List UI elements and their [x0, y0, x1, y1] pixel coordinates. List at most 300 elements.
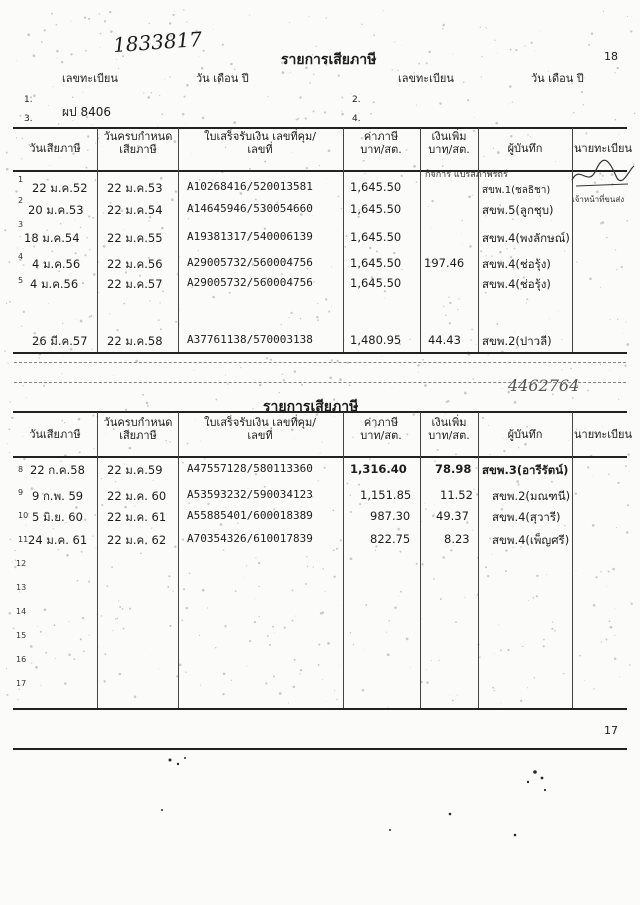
scan-speck — [90, 315, 92, 317]
scan-speck — [496, 323, 498, 325]
reg-label-left: เลขทะเบียน — [62, 72, 118, 85]
scan-speck — [104, 653, 106, 655]
scan-speck — [80, 320, 83, 323]
scan-speck — [358, 484, 360, 486]
scan-speck — [631, 603, 633, 605]
scan-speck — [341, 111, 342, 112]
scan-speck — [14, 550, 16, 552]
scan-speck — [610, 319, 611, 320]
scan-speck — [489, 537, 491, 539]
scan-speck — [517, 483, 519, 485]
scan-speck — [319, 165, 320, 166]
scan-speck — [413, 413, 415, 415]
scan-speck — [340, 539, 342, 541]
scan-speck — [115, 618, 116, 619]
scan-speck — [421, 563, 423, 565]
scan-speck — [11, 417, 13, 419]
scan-speck — [634, 20, 635, 21]
scan-speck — [185, 123, 186, 124]
scan-speck — [6, 168, 9, 171]
scan-speck — [227, 383, 228, 384]
scan-speck — [186, 21, 187, 22]
scan-speck — [468, 195, 471, 198]
scan-speck — [129, 447, 132, 450]
scan-speck — [448, 296, 449, 297]
scan-speck — [573, 112, 575, 114]
scan-speck — [182, 462, 184, 464]
scan-speck — [449, 322, 451, 324]
scan-speck — [7, 443, 8, 444]
line-number: 1. — [24, 95, 33, 105]
scan-speck — [306, 167, 308, 169]
scan-speck — [175, 321, 177, 323]
col-header-receipt: ใบเสร็จรับเงิน เลขที่คุม/เลขที่ — [204, 416, 316, 442]
signature-scribble — [570, 158, 636, 192]
scan-speck — [288, 317, 289, 318]
scan-speck — [495, 122, 498, 125]
scan-speck — [606, 237, 608, 239]
scan-speck — [53, 86, 54, 87]
scan-speck — [543, 639, 545, 641]
scan-speck — [75, 252, 77, 254]
scan-speck — [159, 302, 160, 303]
scan-speck — [614, 635, 615, 636]
scan-speck — [222, 693, 224, 695]
scan-speck — [501, 703, 502, 704]
separator-line — [14, 362, 626, 363]
scan-speck — [461, 234, 462, 235]
scan-speck — [522, 646, 523, 647]
scan-speck — [439, 102, 441, 104]
cell-due-date: 22 ม.ค.53 — [107, 181, 163, 195]
scan-speck — [608, 473, 610, 475]
scan-speck — [35, 666, 38, 669]
scan-speck — [118, 600, 119, 601]
scan-speck — [629, 664, 631, 666]
scan-speck — [142, 394, 144, 396]
scan-speck — [145, 648, 146, 649]
scan-speck — [518, 447, 520, 449]
table2-header-border — [13, 456, 627, 458]
scan-speck — [384, 290, 386, 292]
scan-speck — [87, 135, 89, 137]
scan-speck — [535, 51, 536, 52]
scan-speck — [413, 165, 416, 168]
scan-speck — [627, 16, 628, 17]
scan-speck — [515, 49, 517, 51]
scan-speck — [266, 357, 268, 359]
cell-tax-date: 26 มี.ค.57 — [32, 334, 88, 348]
scan-speck — [615, 249, 616, 250]
scan-speck — [365, 604, 367, 606]
scan-speck — [442, 24, 445, 27]
scan-speck — [30, 645, 33, 648]
scan-speck — [331, 306, 332, 307]
scan-speck — [485, 27, 486, 28]
scan-speck — [481, 56, 482, 57]
scan-speck — [612, 568, 615, 571]
scan-speck — [593, 604, 596, 607]
scan-speck — [625, 321, 626, 322]
scan-speck — [402, 269, 403, 270]
scan-speck — [191, 153, 192, 154]
scan-speck — [426, 62, 428, 64]
scan-speck — [272, 626, 274, 628]
scan-speck — [45, 652, 47, 654]
scan-speck — [614, 72, 615, 73]
col-header-surcharge: เงินเพิ่ม บาท/สต. — [428, 416, 470, 442]
scan-speck — [449, 695, 450, 696]
cell-receipt: A70354326/610017839 — [187, 532, 313, 545]
scan-speck — [23, 264, 25, 266]
scan-speck — [187, 443, 189, 445]
scan-speck — [294, 659, 296, 661]
scan-speck — [98, 262, 99, 263]
scan-speck — [634, 113, 636, 115]
scan-speck — [126, 298, 127, 299]
scan-speck — [438, 660, 439, 661]
scan-speck — [588, 44, 590, 46]
scan-speck — [623, 333, 624, 334]
scan-speck — [333, 550, 335, 552]
scan-speck — [416, 105, 417, 106]
scan-speck — [88, 581, 90, 583]
scan-speck — [20, 236, 21, 237]
scan-speck — [56, 24, 58, 26]
scan-speck — [383, 10, 384, 11]
scan-speck — [284, 627, 286, 629]
scan-speck — [364, 173, 365, 174]
scan-speck — [494, 653, 495, 654]
scan-speck — [492, 554, 493, 555]
scan-speck — [624, 195, 625, 196]
scan-speck — [189, 573, 191, 575]
row-number: 11 — [18, 535, 29, 544]
scan-speck — [464, 597, 465, 598]
scan-speck — [347, 483, 349, 485]
scan-speck — [94, 179, 96, 181]
scan-speck — [249, 14, 250, 15]
scan-speck — [627, 453, 629, 455]
row-number: 9 — [18, 488, 24, 497]
scan-speck — [434, 505, 435, 506]
scan-speck — [98, 292, 99, 293]
scan-speck — [533, 597, 535, 599]
scan-speck — [60, 223, 62, 225]
scan-speck — [12, 561, 13, 562]
scan-speck — [327, 642, 330, 645]
scan-speck — [243, 577, 244, 578]
scan-speck — [273, 675, 275, 677]
scan-speck — [26, 397, 27, 398]
scan-speck — [320, 452, 321, 453]
scan-speck — [524, 45, 525, 46]
scan-speck — [17, 248, 18, 249]
scan-speck — [220, 523, 223, 526]
scan-speck — [616, 527, 617, 528]
scan-speck — [471, 196, 472, 197]
row-number: 5 — [18, 276, 24, 285]
row-number: 4 — [18, 252, 24, 261]
scan-speck — [282, 374, 283, 375]
scan-speck — [475, 344, 476, 345]
scan-speck — [6, 152, 8, 154]
scan-speck — [231, 680, 232, 681]
scan-speck — [502, 388, 503, 389]
scan-speck — [482, 417, 484, 419]
scan-speck — [40, 631, 42, 633]
scan-speck — [350, 93, 351, 94]
scan-speck — [409, 339, 410, 340]
scan-speck — [479, 656, 481, 658]
scan-speck — [471, 328, 473, 330]
scan-speck — [325, 591, 326, 592]
scan-speck — [472, 529, 473, 530]
cell-due-date: 22 ม.ค. 60 — [107, 489, 167, 503]
plate-number: ผป 8406 — [62, 105, 112, 119]
scan-speck — [267, 635, 269, 637]
scan-speck — [369, 247, 372, 250]
scan-speck — [591, 32, 593, 34]
scan-speck — [254, 86, 255, 87]
scan-speck — [561, 369, 562, 370]
scan-speck — [364, 649, 365, 650]
scan-speck — [587, 466, 589, 468]
scan-speck — [8, 261, 10, 263]
cell-surcharge: 44.43 — [428, 333, 461, 347]
scan-speck — [321, 611, 324, 614]
scan-speck — [387, 653, 390, 656]
col-header-due-date: วันครบกำหนด เสียภาษี — [103, 416, 173, 442]
scan-speck — [339, 665, 340, 666]
scan-speck — [609, 620, 611, 622]
scan-speck — [147, 405, 149, 407]
scan-speck — [485, 566, 487, 568]
cell-due-date: 22 ม.ค.56 — [107, 257, 163, 271]
scan-speck — [312, 566, 314, 568]
scan-speck — [89, 635, 90, 636]
scan-speck — [555, 161, 556, 162]
scan-speck — [493, 690, 494, 691]
scan-speck — [499, 251, 502, 254]
scan-speck — [386, 632, 387, 633]
scan-speck — [467, 99, 469, 101]
scan-speck — [326, 178, 327, 179]
scan-speck — [167, 586, 169, 588]
table1-divider — [97, 128, 98, 352]
scan-speck — [91, 349, 92, 350]
table2-top-border — [13, 411, 627, 413]
scan-speck — [443, 306, 444, 307]
scan-speck — [61, 61, 63, 63]
scan-speck — [78, 418, 81, 421]
scan-speck — [134, 696, 137, 699]
scan-speck — [572, 397, 574, 399]
scan-speck — [252, 408, 253, 409]
scan-speck — [579, 655, 581, 657]
cell-surcharge: 197.46 — [424, 256, 465, 270]
scan-speck — [324, 111, 326, 113]
scan-speck — [305, 117, 307, 119]
scan-speck — [299, 673, 300, 674]
scan-speck — [512, 102, 513, 103]
cell-tax: 822.75 — [370, 532, 411, 546]
scan-speck — [44, 608, 47, 611]
scan-speck — [82, 92, 83, 93]
row-number: 16 — [16, 655, 27, 664]
cell-due-date: 22 ม.ค. 61 — [107, 510, 167, 524]
cell-tax-date: 18 ม.ค.54 — [24, 231, 80, 245]
scan-speck — [617, 319, 618, 320]
scan-speck — [416, 563, 418, 565]
scan-speck — [328, 310, 330, 312]
scan-speck — [199, 635, 200, 636]
scan-speck — [188, 502, 190, 504]
scan-speck — [500, 649, 502, 651]
scan-speck — [84, 16, 86, 18]
scan-speck — [265, 682, 267, 684]
scan-speck — [322, 568, 324, 570]
scan-speck — [534, 677, 535, 678]
scan-speck — [498, 624, 499, 625]
scan-speck — [188, 218, 189, 219]
cell-receipt: A29005732/560004756 — [187, 276, 313, 289]
scan-speck — [363, 160, 365, 162]
scan-speck — [421, 521, 422, 522]
scan-speck — [603, 11, 604, 12]
scan-speck — [508, 103, 509, 104]
scan-speck — [392, 69, 393, 70]
col-header-registrar: นายทะเบียน — [574, 142, 633, 155]
scan-speck — [543, 645, 545, 647]
scan-speck — [182, 113, 185, 116]
scan-speck — [397, 528, 400, 531]
scan-speck — [146, 402, 149, 405]
scan-speck — [254, 621, 256, 623]
scan-speck — [392, 388, 393, 389]
scan-speck — [322, 679, 323, 680]
scan-speck — [270, 359, 272, 361]
scan-speck — [296, 119, 298, 121]
scan-speck — [158, 668, 159, 669]
scan-speck — [526, 298, 528, 300]
scan-speck — [8, 612, 11, 615]
row-number: 3 — [18, 220, 24, 229]
scan-speck — [116, 59, 117, 60]
scan-speck — [289, 22, 290, 23]
scan-speck — [319, 453, 320, 454]
cell-tax-date: 4 ม.ค.56 — [32, 257, 81, 271]
scan-speck — [317, 303, 318, 304]
scan-speck — [503, 450, 505, 452]
scan-speck — [337, 230, 338, 231]
scan-speck — [27, 33, 30, 36]
scan-speck — [258, 562, 260, 564]
scan-speck — [291, 620, 293, 622]
scan-speck — [223, 673, 226, 676]
row-number: 1 — [18, 175, 24, 184]
scan-speck — [473, 488, 474, 489]
scan-speck — [514, 401, 517, 404]
scan-speck — [95, 143, 96, 144]
scan-speck — [336, 548, 338, 550]
scan-speck — [610, 626, 613, 629]
scan-speck — [153, 480, 154, 481]
scan-speck — [350, 632, 352, 634]
scan-speck — [558, 311, 559, 312]
scan-speck — [40, 685, 41, 686]
scan-speck — [173, 591, 174, 592]
scan-speck — [536, 595, 538, 597]
scan-speck — [317, 319, 319, 321]
table2-divider — [478, 412, 479, 708]
scan-speck — [116, 617, 118, 619]
scan-speck — [425, 508, 427, 510]
table2-divider — [343, 412, 344, 708]
cell-due-date: 22 ม.ค.55 — [107, 231, 163, 245]
scan-speck — [442, 159, 443, 160]
scan-speck — [328, 149, 331, 152]
cell-recorder: สขพ.3(อารีรัตน์) — [482, 463, 569, 477]
scan-speck — [450, 549, 452, 551]
scan-speck — [66, 554, 69, 557]
scan-speck — [54, 624, 56, 626]
cell-tax: 1,645.50 — [350, 180, 402, 194]
scan-speck — [437, 449, 439, 451]
scan-speck — [233, 121, 236, 124]
scan-speck — [624, 365, 626, 367]
scan-speck — [147, 96, 150, 99]
scan-speck — [297, 118, 299, 120]
scan-speck — [55, 658, 56, 659]
scan-speck — [264, 161, 266, 163]
scan-speck — [89, 249, 90, 250]
scan-speck — [169, 625, 171, 627]
scan-speck — [240, 367, 241, 368]
scan-speck — [370, 113, 372, 115]
scan-speck — [38, 357, 39, 358]
scan-speck — [154, 530, 155, 531]
scan-speck — [422, 359, 424, 361]
scan-speck — [103, 680, 105, 682]
scan-speck — [185, 672, 186, 673]
scan-speck — [94, 514, 96, 516]
scan-speck — [6, 694, 8, 696]
scan-speck — [179, 664, 182, 667]
cell-recorder: สขพ.5(ลูกชุบ) — [482, 203, 554, 217]
scan-speck — [151, 92, 153, 94]
scan-speck — [333, 576, 335, 578]
scan-speck — [469, 245, 472, 248]
scan-speck — [388, 443, 389, 444]
scan-speck — [199, 56, 200, 57]
scan-speck — [246, 565, 247, 566]
scan-speck — [85, 50, 87, 52]
scan-speck — [440, 598, 442, 600]
scan-speck — [388, 620, 390, 622]
cell-receipt: A53593232/590034123 — [187, 488, 313, 501]
scan-speck — [400, 591, 402, 593]
scan-speck — [316, 46, 317, 47]
table2-bottom-border — [13, 708, 627, 710]
scan-speck — [101, 478, 102, 479]
scan-speck — [119, 673, 122, 676]
scan-speck — [267, 96, 268, 97]
row-number: 12 — [16, 559, 27, 568]
scan-speck — [175, 190, 178, 193]
cell-tax: 1,645.50 — [350, 256, 402, 270]
table2-title: รายการเสียภาษี — [263, 399, 359, 415]
